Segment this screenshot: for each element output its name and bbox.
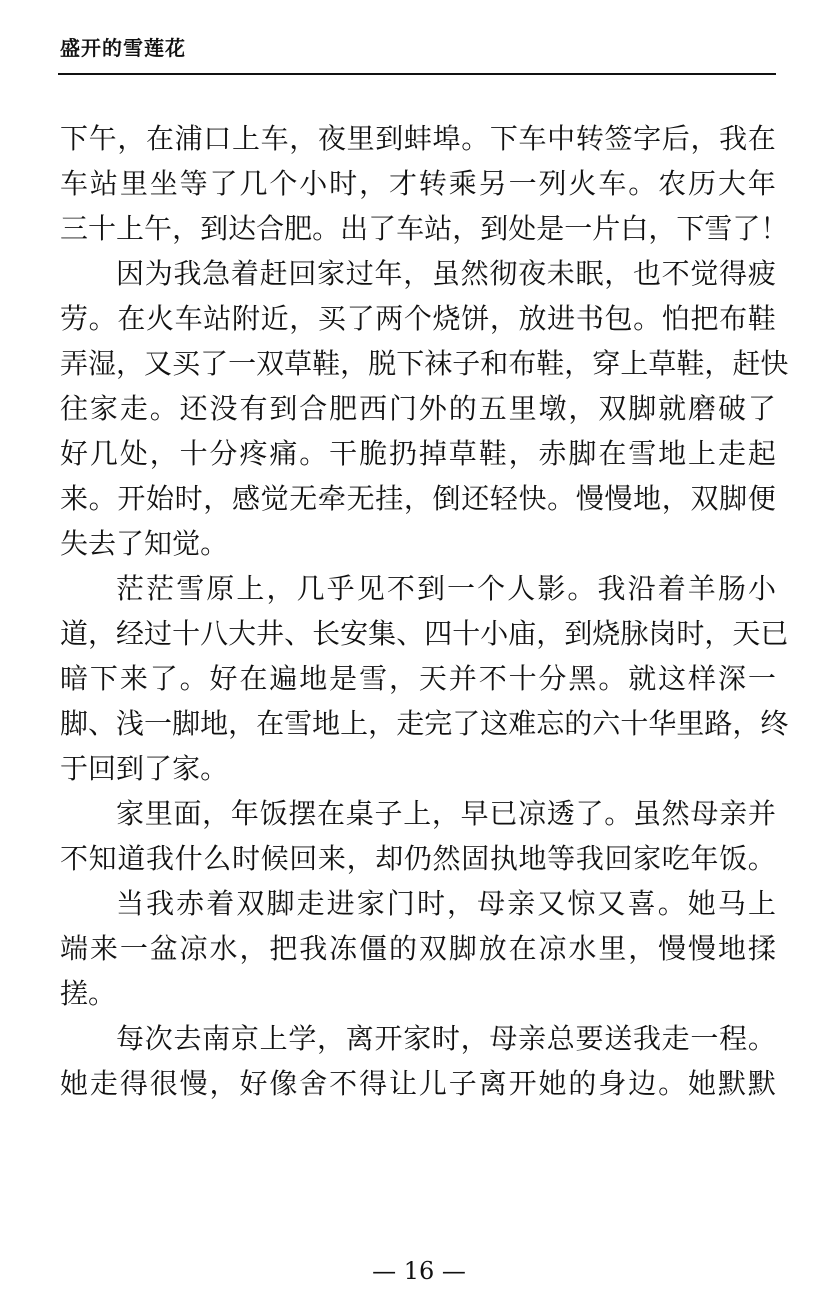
text-line: 车 站 里 坐 等 了 几 个 小 时 ， 才 转 乘 另 一 列 火 车 。 农 历 大 年 [60,167,776,200]
text-line: 道 ， 经 过 十 八 大 井 、 长 安 集 、 四 十 小 庙 ， 到 烧 脉 岗 时 ， 天 已 [60,617,789,650]
text-line: 好 几 处 ， 十 分 疼 痛 。 干 脆 扔 掉 草 鞋 ， 赤 脚 在 雪 地 上 走 起 [60,437,776,470]
text-line: 因 为 我 急 着 赶 回 家 过 年 ， 虽 然 彻 夜 未 眠 ， 也 不 觉 得 疲 [116,257,776,290]
text-line: 下 午 ， 在 浦 口 上 车 ， 夜 里 到 蚌 埠 。 下 车 中 转 签 字 后 ， 我 在 [60,122,776,155]
text-line: 茫 茫 雪 原 上 ， 几 乎 见 不 到 一 个 人 影 。 我 沿 着 羊 肠 小 [116,572,776,605]
text-line: 家 里 面 ， 年 饭 摆 在 桌 子 上 ， 早 已 凉 透 了 。 虽 然 母 亲 并 [116,797,776,830]
page-number: — 16 — [372,1257,466,1285]
text-line: 于 回 到 了 家 。 [60,752,229,785]
text-line: 端 来 一 盆 凉 水 ， 把 我 冻 僵 的 双 脚 放 在 凉 水 里 ， 慢 慢 地 揉 [60,932,776,965]
text-line: 弄 湿 ， 又 买 了 一 双 草 鞋 ， 脱 下 袜 子 和 布 鞋 ， 穿 上 草 鞋 ， 赶 快 [60,347,789,380]
text-line: 三 十 上 午 ， 到 达 合 肥 。 出 了 车 站 ， 到 处 是 一 片 白 ， 下 雪 了 ！ [60,212,789,245]
text-line: 失 去 了 知 觉 。 [60,527,229,560]
text-line: 来 。 开 始 时 ， 感 觉 无 牵 无 挂 ， 倒 还 轻 快 。 慢 慢 地 ， 双 脚 便 [60,482,776,515]
running-header-title: 盛开的雪莲花 [60,36,186,60]
text-line: 不 知 道 我 什 么 时 候 回 来 ， 却 仍 然 固 执 地 等 我 回 家 吃 年 饭 。 [60,842,776,875]
text-line: 搓 。 [60,977,117,1010]
body-text [60,116,789,1106]
text-line: 暗 下 来 了 。 好 在 遍 地 是 雪 ， 天 并 不 十 分 黑 。 就 这 样 深 一 [60,662,776,695]
header-rule [58,73,776,75]
text-line: 每 次 去 南 京 上 学 ， 离 开 家 时 ， 母 亲 总 要 送 我 走 一 程 。 [116,1022,776,1055]
text-line: 脚 、 浅 一 脚 地 ， 在 雪 地 上 ， 走 完 了 这 难 忘 的 六 十 华 里 路 ， 终 [60,707,789,740]
text-line: 当 我 赤 着 双 脚 走 进 家 门 时 ， 母 亲 又 惊 又 喜 。 她 马 上 [116,887,776,920]
text-line: 往 家 走 。 还 没 有 到 合 肥 西 门 外 的 五 里 墩 ， 双 脚 就 磨 破 了 [60,392,776,425]
text-line: 她 走 得 很 慢 ， 好 像 舍 不 得 让 儿 子 离 开 她 的 身 边 。 她 默 默 [60,1067,776,1100]
text-line: 劳 。 在 火 车 站 附 近 ， 买 了 两 个 烧 饼 ， 放 进 书 包 。 怕 把 布 鞋 [60,302,776,335]
